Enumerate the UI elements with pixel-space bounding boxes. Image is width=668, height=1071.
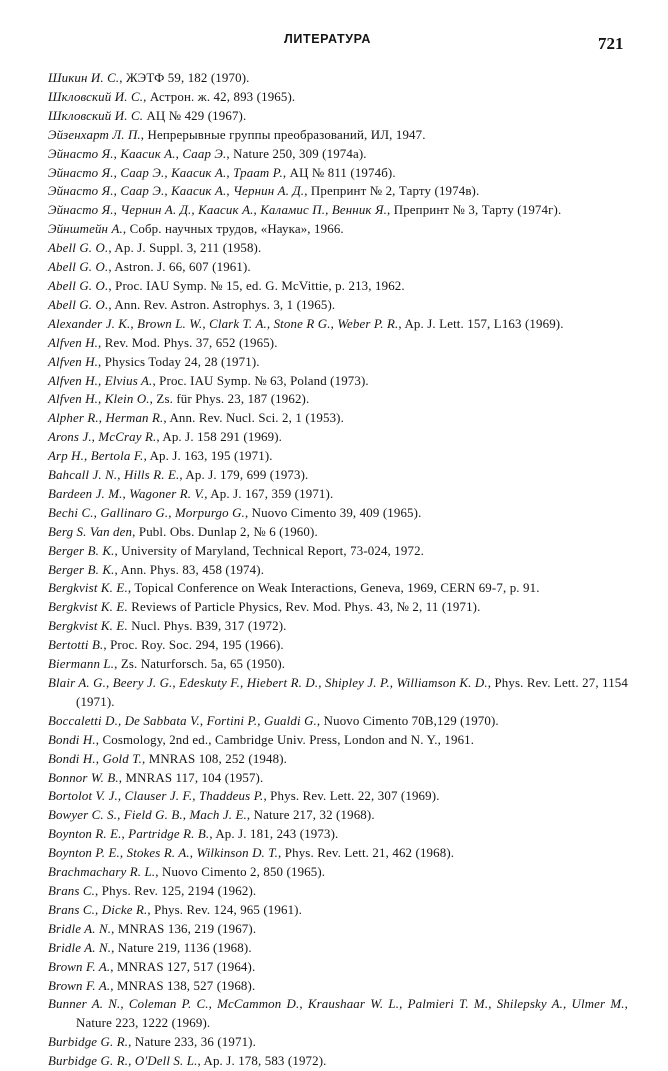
reference-details: , Nature 217, 32 (1968). <box>246 808 375 823</box>
reference-entry <box>48 145 628 164</box>
reference-authors: Abell G. O. <box>48 260 109 275</box>
reference-entry <box>48 939 628 958</box>
reference-entry <box>48 844 628 863</box>
reference-details: , Nature 219, 1136 (1968). <box>111 940 252 955</box>
reference-entry <box>48 958 628 977</box>
reference-entry <box>48 920 628 939</box>
reference-details: , Phys. Rev. Lett. 21, 462 (1968). <box>278 846 455 861</box>
reference-details: , Ann. Rev. Nucl. Sci. 2, 1 (1953). <box>163 411 344 426</box>
reference-details: , University of Maryland, Technical Report, 73-024, 1972. <box>114 543 425 558</box>
reference-authors: Эйнасто Я., Саар Э., Каасик А., Чернин А. Д. <box>48 184 305 199</box>
reference-authors: Brown F. A. <box>48 978 111 993</box>
reference-authors: Эйнштейн А. <box>48 222 123 237</box>
reference-details: , Zs. Naturforsch. 5a, 65 (1950). <box>114 657 286 672</box>
reference-details: , Собр. научных трудов, «Наука», 1966. <box>122 222 344 237</box>
reference-authors: Эйнасто Я., Каасик А., Саар Э. <box>48 146 227 161</box>
reference-details: , Proc. IAU Symp. № 15, ed. G. McVittie, p. 213, 1962. <box>108 278 405 293</box>
reference-authors: Alfven H. <box>48 335 99 350</box>
reference-details: , Nuovo Cimento 39, 409 (1965). <box>244 505 422 520</box>
reference-details: , Proc. Roy. Soc. 294, 195 (1966). <box>103 638 284 653</box>
reference-entry <box>48 447 628 466</box>
reference-details: , Непрерывные группы преобразований, ИЛ, 1947. <box>140 127 426 142</box>
reference-entry <box>48 296 628 315</box>
reference-entry <box>48 863 628 882</box>
reference-entry <box>48 542 628 561</box>
reference-entry <box>48 88 628 107</box>
reference-authors: Blair A. G., Beery J. G., Edeskuty F., Hiebert R. D., Shipley J. P., Williamson K. D. <box>48 676 488 690</box>
reference-authors: Bertotti B. <box>48 638 104 653</box>
reference-details: , MNRAS 127, 517 (1964). <box>110 959 256 974</box>
reference-details: , MNRAS 138, 527 (1968). <box>110 978 256 993</box>
reference-entry <box>48 334 628 353</box>
reference-authors: Berger B. K. <box>48 562 115 577</box>
reference-entry <box>48 977 628 996</box>
reference-entry <box>48 787 628 806</box>
reference-entry <box>48 655 628 674</box>
reference-details: , Rev. Mod. Phys. 37, 652 (1965). <box>98 335 278 350</box>
reference-entry <box>48 220 628 239</box>
reference-entry <box>48 561 628 580</box>
reference-authors: Brachmachary R. L. <box>48 865 156 880</box>
reference-authors: Alfven H. <box>48 354 99 369</box>
reference-entry <box>48 258 628 277</box>
reference-authors: Brans C., Dicke R. <box>48 902 148 917</box>
reference-details: , Ann. Rev. Astron. Astrophys. 3, 1 (1965). <box>108 297 336 312</box>
reference-details: , Nuovo Cimento 2, 850 (1965). <box>155 865 326 880</box>
reference-authors: Bowyer C. S., Field G. B., Mach J. E. <box>48 808 247 823</box>
reference-details: , Physics Today 24, 28 (1971). <box>98 354 260 369</box>
reference-details: , Ap. J. 158 291 (1969). <box>156 430 283 445</box>
reference-authors: Шкловский И. С. <box>48 89 144 104</box>
reference-authors: Bunner A. N., Coleman P. C., McCammon D., Kraushaar W. L., Palmieri T. M., Shilepsky A., Ulmer M. <box>48 997 625 1012</box>
reference-entry <box>48 674 628 712</box>
reference-entry <box>48 182 628 201</box>
reference-details: АЦ № 429 (1967). <box>143 108 247 123</box>
reference-authors: Alfven H., Klein O. <box>48 392 150 407</box>
reference-entry <box>48 428 628 447</box>
reference-entry <box>48 598 628 617</box>
reference-entry <box>48 617 628 636</box>
reference-authors: Abell G. O. <box>48 241 109 256</box>
reference-details: , АЦ № 811 (1974б). <box>282 165 396 180</box>
reference-details: , Phys. Rev. Lett. 27, 1154 (1971). <box>76 676 628 709</box>
reference-entry <box>48 372 628 391</box>
reference-authors: Alfven H., Elvius A. <box>48 373 153 388</box>
reference-details: , Ap. J. 179, 699 (1973). <box>179 468 309 483</box>
reference-authors: Шкловский И. С. <box>48 108 144 123</box>
reference-authors: Boccaletti D., De Sabbata V., Fortini P., Gualdi G. <box>48 713 317 728</box>
reference-details: , Nature 233, 36 (1971). <box>128 1035 256 1050</box>
reference-details: , Phys. Rev. 124, 965 (1961). <box>147 902 302 917</box>
reference-entry <box>48 712 628 731</box>
reference-entry <box>48 126 628 145</box>
reference-entry <box>48 239 628 258</box>
reference-entry <box>48 882 628 901</box>
reference-authors: Berg S. Van den <box>48 524 133 539</box>
reference-authors: Bergkvist K. E. <box>48 581 128 596</box>
reference-entry <box>48 409 628 428</box>
reference-entry <box>48 466 628 485</box>
reference-entry <box>48 107 628 126</box>
reference-details: , Nature 250, 309 (1974а). <box>226 146 367 161</box>
reference-entry <box>48 750 628 769</box>
reference-entry <box>48 485 628 504</box>
reference-entry <box>48 636 628 655</box>
reference-details: , Ap. J. 181, 243 (1973). <box>209 827 339 842</box>
reference-authors: Bondi H., Gold T. <box>48 751 142 766</box>
reference-details: Nucl. Phys. B39, 317 (1972). <box>127 619 287 634</box>
reference-entry <box>48 315 628 334</box>
reference-entry <box>48 579 628 598</box>
reference-authors: Alexander J. K., Brown L. W., Clark T. A., Stone R G., Weber P. R. <box>48 316 399 331</box>
reference-authors: Bondi H. <box>48 732 96 747</box>
reference-authors: Alpher R., Herman R. <box>48 411 164 426</box>
reference-list <box>48 69 628 1071</box>
reference-details: , Proc. IAU Symp. № 63, Poland (1973). <box>152 373 369 388</box>
page-number: 721 <box>598 34 624 53</box>
reference-authors: Bardeen J. M., Wagoner R. V. <box>48 486 205 501</box>
reference-authors: Bonnor W. B. <box>48 770 119 785</box>
reference-authors: Bechi C., Gallinaro G., Morpurgo G. <box>48 505 245 520</box>
reference-details: , Астрон. ж. 42, 893 (1965). <box>143 89 296 104</box>
reference-authors: Abell G. O. <box>48 297 109 312</box>
reference-entry <box>48 825 628 844</box>
reference-entry <box>48 769 628 788</box>
reference-authors: Arp H., Bertola F. <box>48 449 144 464</box>
reference-entry <box>48 731 628 750</box>
reference-authors: Bridle A. N. <box>48 921 112 936</box>
page-header <box>0 30 668 54</box>
reference-details: , Astron. J. 66, 607 (1961). <box>108 260 251 275</box>
reference-entry <box>48 1033 628 1052</box>
reference-details: , Препринт № 2, Тарту (1974в). <box>304 184 480 199</box>
running-title: ЛИТЕРАТУРА <box>284 32 372 46</box>
reference-details: Reviews of Particle Physics, Rev. Mod. Phys. 43, № 2, 11 (1971). <box>127 600 481 615</box>
reference-entry <box>48 353 628 372</box>
reference-entry <box>48 277 628 296</box>
reference-details: , Publ. Obs. Dunlap 2, № 6 (1960). <box>132 524 318 539</box>
reference-entry <box>48 201 628 220</box>
reference-entry <box>48 523 628 542</box>
reference-entry <box>48 806 628 825</box>
reference-details: , Ap. J. 178, 583 (1972). <box>197 1054 327 1069</box>
reference-entry <box>48 1052 628 1071</box>
reference-authors: Berger B. K. <box>48 543 115 558</box>
reference-details: , Nature 223, 1222 (1969). <box>76 997 628 1031</box>
reference-authors: Эйнасто Я., Чернин А. Д., Каасик А., Каламис П., Венник Я. <box>48 203 387 218</box>
reference-details: , Ap. J. Suppl. 3, 211 (1958). <box>108 241 262 256</box>
reference-details: , MNRAS 117, 104 (1957). <box>118 770 264 785</box>
reference-details: , MNRAS 108, 252 (1948). <box>141 751 288 766</box>
reference-authors: Эйзенхарт Л. П. <box>48 127 141 142</box>
reference-entry <box>48 901 628 920</box>
reference-details: , Phys. Rev. 125, 2194 (1962). <box>95 883 257 898</box>
reference-entry <box>48 390 628 409</box>
reference-authors: Biermann L. <box>48 657 115 672</box>
reference-details: , Topical Conference on Weak Interactions, Geneva, 1969, CERN 69-7, p. 91. <box>127 581 540 596</box>
reference-entry <box>48 504 628 523</box>
reference-details: , Cosmology, 2nd ed., Cambridge Univ. Press, London and N. Y., 1961. <box>95 732 475 747</box>
reference-details: , Nuovo Cimento 70B,129 (1970). <box>316 713 499 728</box>
reference-details: , Препринт № 3, Тарту (1974г). <box>386 203 562 218</box>
reference-details: , Ann. Phys. 83, 458 (1974). <box>114 562 265 577</box>
reference-details: , Phys. Rev. Lett. 22, 307 (1969). <box>263 789 440 804</box>
reference-authors: Bahcall J. N., Hills R. E. <box>48 468 180 483</box>
reference-details: , Zs. für Phys. 23, 187 (1962). <box>149 392 310 407</box>
reference-authors: Brans C. <box>48 883 96 898</box>
reference-details: , Ap. J. 167, 359 (1971). <box>204 486 334 501</box>
reference-details: , Ap. J. Lett. 157, L163 (1969). <box>398 316 564 331</box>
reference-details: , MNRAS 136, 219 (1967). <box>111 921 257 936</box>
reference-authors: Burbidge G. R., O'Dell S. L. <box>48 1054 198 1069</box>
reference-details: , ЖЭТФ 59, 182 (1970). <box>119 71 250 85</box>
reference-authors: Abell G. O. <box>48 278 109 293</box>
reference-authors: Burbidge G. R. <box>48 1035 129 1050</box>
reference-authors: Шикин И. С. <box>48 71 120 85</box>
reference-authors: Brown F. A. <box>48 959 111 974</box>
reference-authors: Arons J., McCray R. <box>48 430 157 445</box>
reference-authors: Bergkvist K. E. <box>48 600 128 615</box>
reference-authors: Bortolot V. J., Clauser J. F., Thaddeus P. <box>48 789 264 804</box>
reference-authors: Boynton P. E., Stokes R. A., Wilkinson D. T. <box>48 846 279 861</box>
reference-authors: Bergkvist K. E. <box>48 619 128 634</box>
reference-entry <box>48 995 628 1033</box>
reference-details: , Ap. J. 163, 195 (1971). <box>143 449 273 464</box>
reference-authors: Bridle A. N. <box>48 940 112 955</box>
reference-authors: Эйнасто Я., Саар Э., Каасик А., Траат Р. <box>48 165 283 180</box>
reference-entry <box>48 69 628 88</box>
reference-entry <box>48 164 628 183</box>
reference-authors: Boynton R. E., Partridge R. B. <box>48 827 210 842</box>
